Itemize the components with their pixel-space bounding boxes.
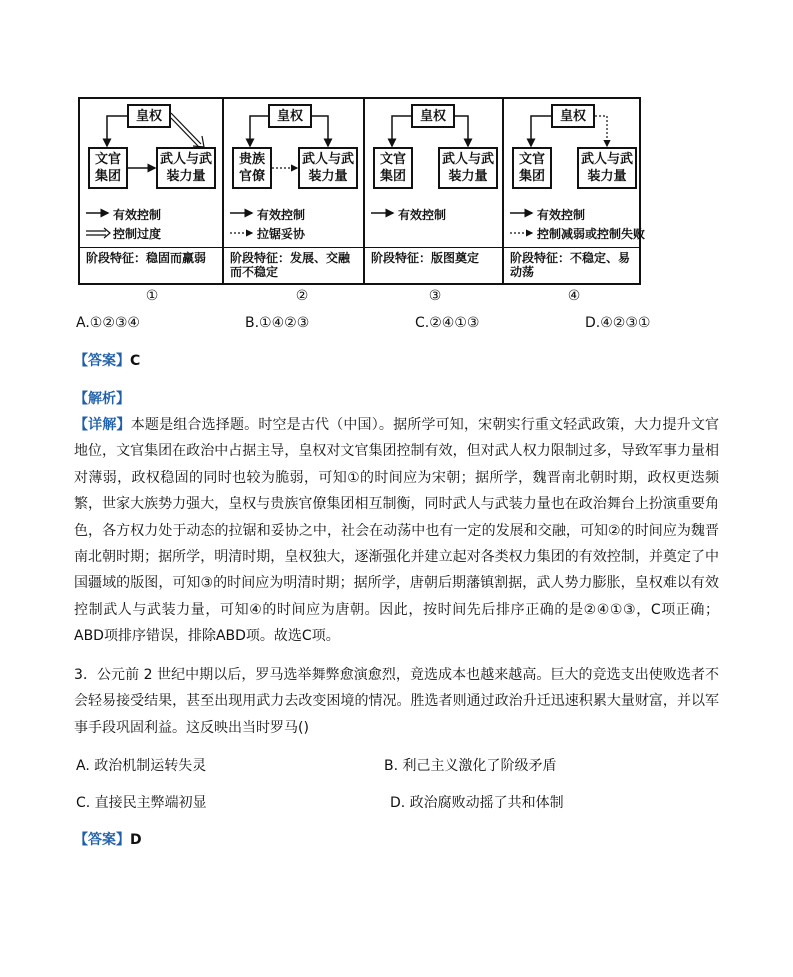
diagram-label-1: ① [145, 288, 159, 304]
legend-effective-control: 有效控制 [113, 208, 162, 222]
stage-feature: 阶段特征：不稳定、易动荡 [504, 247, 639, 279]
stage-feature: 阶段特征：稳固而羸弱 [80, 247, 222, 265]
legend-effective-control: 有效控制 [398, 208, 447, 222]
legend-effective-control: 有效控制 [537, 208, 586, 222]
civil-group-box: 文官集团 [373, 147, 413, 189]
q2-option-c: C.②④①③ [415, 315, 480, 331]
imperial-power-box: 皇权 [268, 104, 312, 128]
civil-group-box: 文官集团 [512, 147, 552, 189]
legend-effective-control: 有效控制 [257, 208, 306, 222]
q3-option-d: D. 政治腐败动摇了共和体制 [390, 795, 564, 811]
civil-group-box: 文官集团 [88, 147, 128, 189]
imperial-power-box: 皇权 [411, 104, 455, 128]
stage-feature: 阶段特征：版图奠定 [365, 247, 502, 265]
q2-option-d: D.④②③① [585, 315, 651, 331]
answer-tag: 【答案】 [74, 353, 130, 369]
imperial-power-box: 皇权 [127, 104, 171, 128]
q3-answer [74, 830, 142, 850]
q3-option-b: B. 利己主义激化了阶级矛盾 [384, 758, 557, 774]
legend-tug-of-war: 拉锯妥协 [257, 227, 306, 241]
diagram-label-3: ③ [428, 288, 442, 304]
military-force-box: 武人与武装力量 [438, 147, 498, 189]
q3-stem: 3．公元前 2 世纪中期以后，罗马选举舞弊愈演愈烈，竟选成本也越来越高。巨大的竞选支出使败选者不会轻易接受结果，甚至出现用武力去改变困境的情况。胜选者则通过政治升迁迅速积累大量财富，并以军事手段巩固利益。这反映出当时罗马() [74, 667, 719, 736]
answer-value: D [130, 832, 142, 848]
analysis-heading: 【解析】 [74, 391, 130, 407]
legend-weakened-control: 控制减弱或控制失败 [537, 227, 646, 241]
legend-over-control: 控制过度 [113, 227, 162, 241]
q3-option-c: C. 直接民主弊端初显 [76, 795, 207, 811]
q2-answer [74, 351, 140, 371]
detail-tag: 【详解】 [74, 417, 131, 433]
diagram-panel-4 [502, 99, 646, 283]
q3-option-a: A. 政治机制运转失灵 [76, 758, 207, 774]
control-arrows [365, 99, 504, 249]
military-force-box: 武人与武装力量 [577, 147, 637, 189]
diagram-label-4: ④ [567, 288, 581, 304]
answer-tag: 【答案】 [74, 832, 130, 848]
military-force-box: 武人与武装力量 [298, 147, 358, 189]
power-structure-diagram [78, 97, 646, 285]
detail-text: 本题是组合选择题。时空是古代（中国）。据所学可知，宋朝实行重文轻武政策，大力提升文官地位，文官集团在政治中占据主导，皇权对文官集团控制有效，但对武人权力限制过多，导致军事力量相对薄弱，政权稳固的同时也较为脆弱，可知①的时间应为宋朝；据所学，魏晋南北朝时期，政权更迭频繁，世家大族势力强大，皇权与贵族官僚集团相互制衡，同时武人与武装力量也在政治舞台上扮演重要角色，各方权力处于动态的拉锯和妥协之中，社会在动荡中也有一定的发展和交融，可知②的时间应为魏晋南北朝时期；据所学，明清时期，皇权独大，逐渐强化并建立起对各类权力集团的有效控制，并奠定了中国疆域的版图，可知③的时间应为明清时期；据所学，唐朝后期藩镇割据，武人势力膨胀，皇权难以有效控制武人与武装力量，可知④的时间应为唐朝。因此，按时间先后排序正确的是②④①③，C项正确；ABD项排序错误，排除ABD项。故选C项。 [74, 417, 720, 645]
stage-feature: 阶段特征：发展、交融而不稳定 [224, 247, 363, 279]
answer-value: C [130, 353, 141, 369]
diagram-panel-2 [222, 99, 363, 283]
noble-officials-box: 贵族官僚 [232, 147, 272, 189]
q2-option-b: B.①④②③ [245, 315, 310, 331]
q2-option-a: A.①②③④ [76, 315, 140, 331]
imperial-power-box: 皇权 [551, 104, 595, 128]
diagram-label-2: ② [295, 288, 309, 304]
q2-detail-paragraph [74, 412, 719, 650]
military-force-box: 武人与武装力量 [156, 147, 216, 189]
diagram-panel-3 [363, 99, 502, 283]
diagram-panel-1 [80, 99, 222, 283]
